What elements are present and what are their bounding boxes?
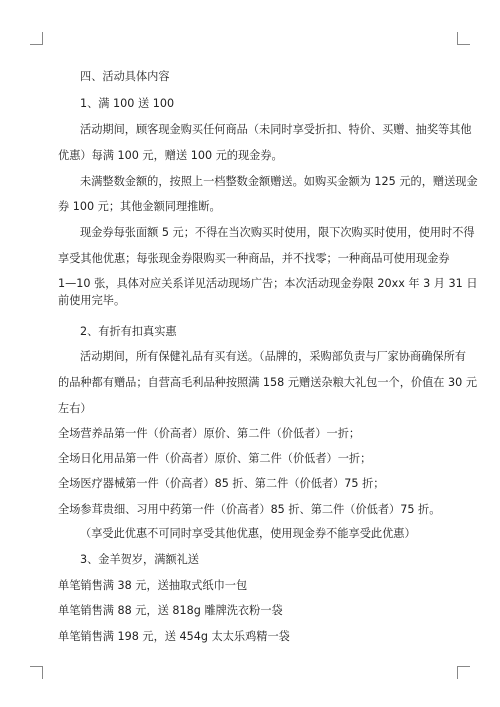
sec1-paragraph3-line4: 前使用完毕。 bbox=[58, 294, 126, 307]
sec1-paragraph2-line1: 未满整数金额的，按照上一档整数金额赠送。如购买金额为 125 元的，赠送现金 bbox=[80, 175, 478, 188]
sec2-list-item: 全场医疗器械第一件（价高者）85 折、第二件（价低者）75 折； bbox=[58, 477, 385, 490]
crop-mark-top-left bbox=[30, 32, 43, 45]
section-heading: 四、活动具体内容 bbox=[80, 70, 170, 83]
sec2-note: （享受此优惠不可同时享受其他优惠，使用现金券不能享受此优惠） bbox=[80, 527, 416, 540]
sec2-list-item: 全场日化用品第一件（价高者）原价、第二件（价低者）一折； bbox=[58, 452, 372, 465]
sec2-list-item: 全场参茸贵细、习用中药第一件（价高者）85 折、第二件（价低者）75 折。 bbox=[58, 503, 441, 516]
sec2-title: 2、有折有扣真实惠 bbox=[80, 325, 177, 338]
sec1-paragraph3-line3: 1—10 张，具体对应关系详见活动现场广告；本次活动现金券限 20xx 年 3 月 31 日 bbox=[58, 277, 478, 290]
sec1-paragraph3-line2: 享受其他优惠；每张现金券限购买一种商品，并不找零；一种商品可使用现金券 bbox=[58, 252, 450, 265]
sec1-paragraph3-line1: 现金券每张面额 5 元；不得在当次购买时使用，限下次购买时使用，使用时不得 bbox=[80, 226, 475, 239]
sec3-list-item: 单笔销售满 38 元，送抽取式纸巾一包 bbox=[58, 579, 248, 592]
sec1-paragraph1-line2: 优惠）每满 100 元，赠送 100 元的现金券。 bbox=[58, 149, 283, 162]
sec2-paragraph1-line2: 的品种都有赠品；自营高毛利品种按照满 158 元赠送杂粮大礼包一个，价值在 30 元 bbox=[58, 376, 478, 389]
sec2-paragraph1-line3: 左右） bbox=[58, 402, 92, 415]
sec1-paragraph1-line1: 活动期间，顾客现金购买任何商品（未同时享受折扣、特价、买赠、抽奖等其他 bbox=[80, 123, 472, 136]
crop-mark-bottom-right bbox=[457, 666, 470, 679]
sec3-list-item: 单笔销售满 198 元，送 454g 太太乐鸡精一袋 bbox=[58, 630, 290, 643]
sec1-paragraph2-line2: 券 100 元；其他金额同理推断。 bbox=[58, 200, 221, 213]
crop-mark-bottom-left bbox=[30, 666, 43, 679]
sec3-title: 3、金羊贺岁，满额礼送 bbox=[80, 553, 199, 566]
sec2-paragraph1-line1: 活动期间，所有保健礼品有买有送。（品牌的，采购部负责与厂家协商确保所有 bbox=[80, 350, 466, 363]
sec1-title: 1、满 100 送 100 bbox=[80, 97, 175, 110]
sec3-list-item: 单笔销售满 88 元，送 818g 雕牌洗衣粉一袋 bbox=[58, 604, 283, 617]
crop-mark-top-right bbox=[457, 32, 470, 45]
sec2-list-item: 全场营养品第一件（价高者）原价、第二件（价低者）一折； bbox=[58, 427, 361, 440]
